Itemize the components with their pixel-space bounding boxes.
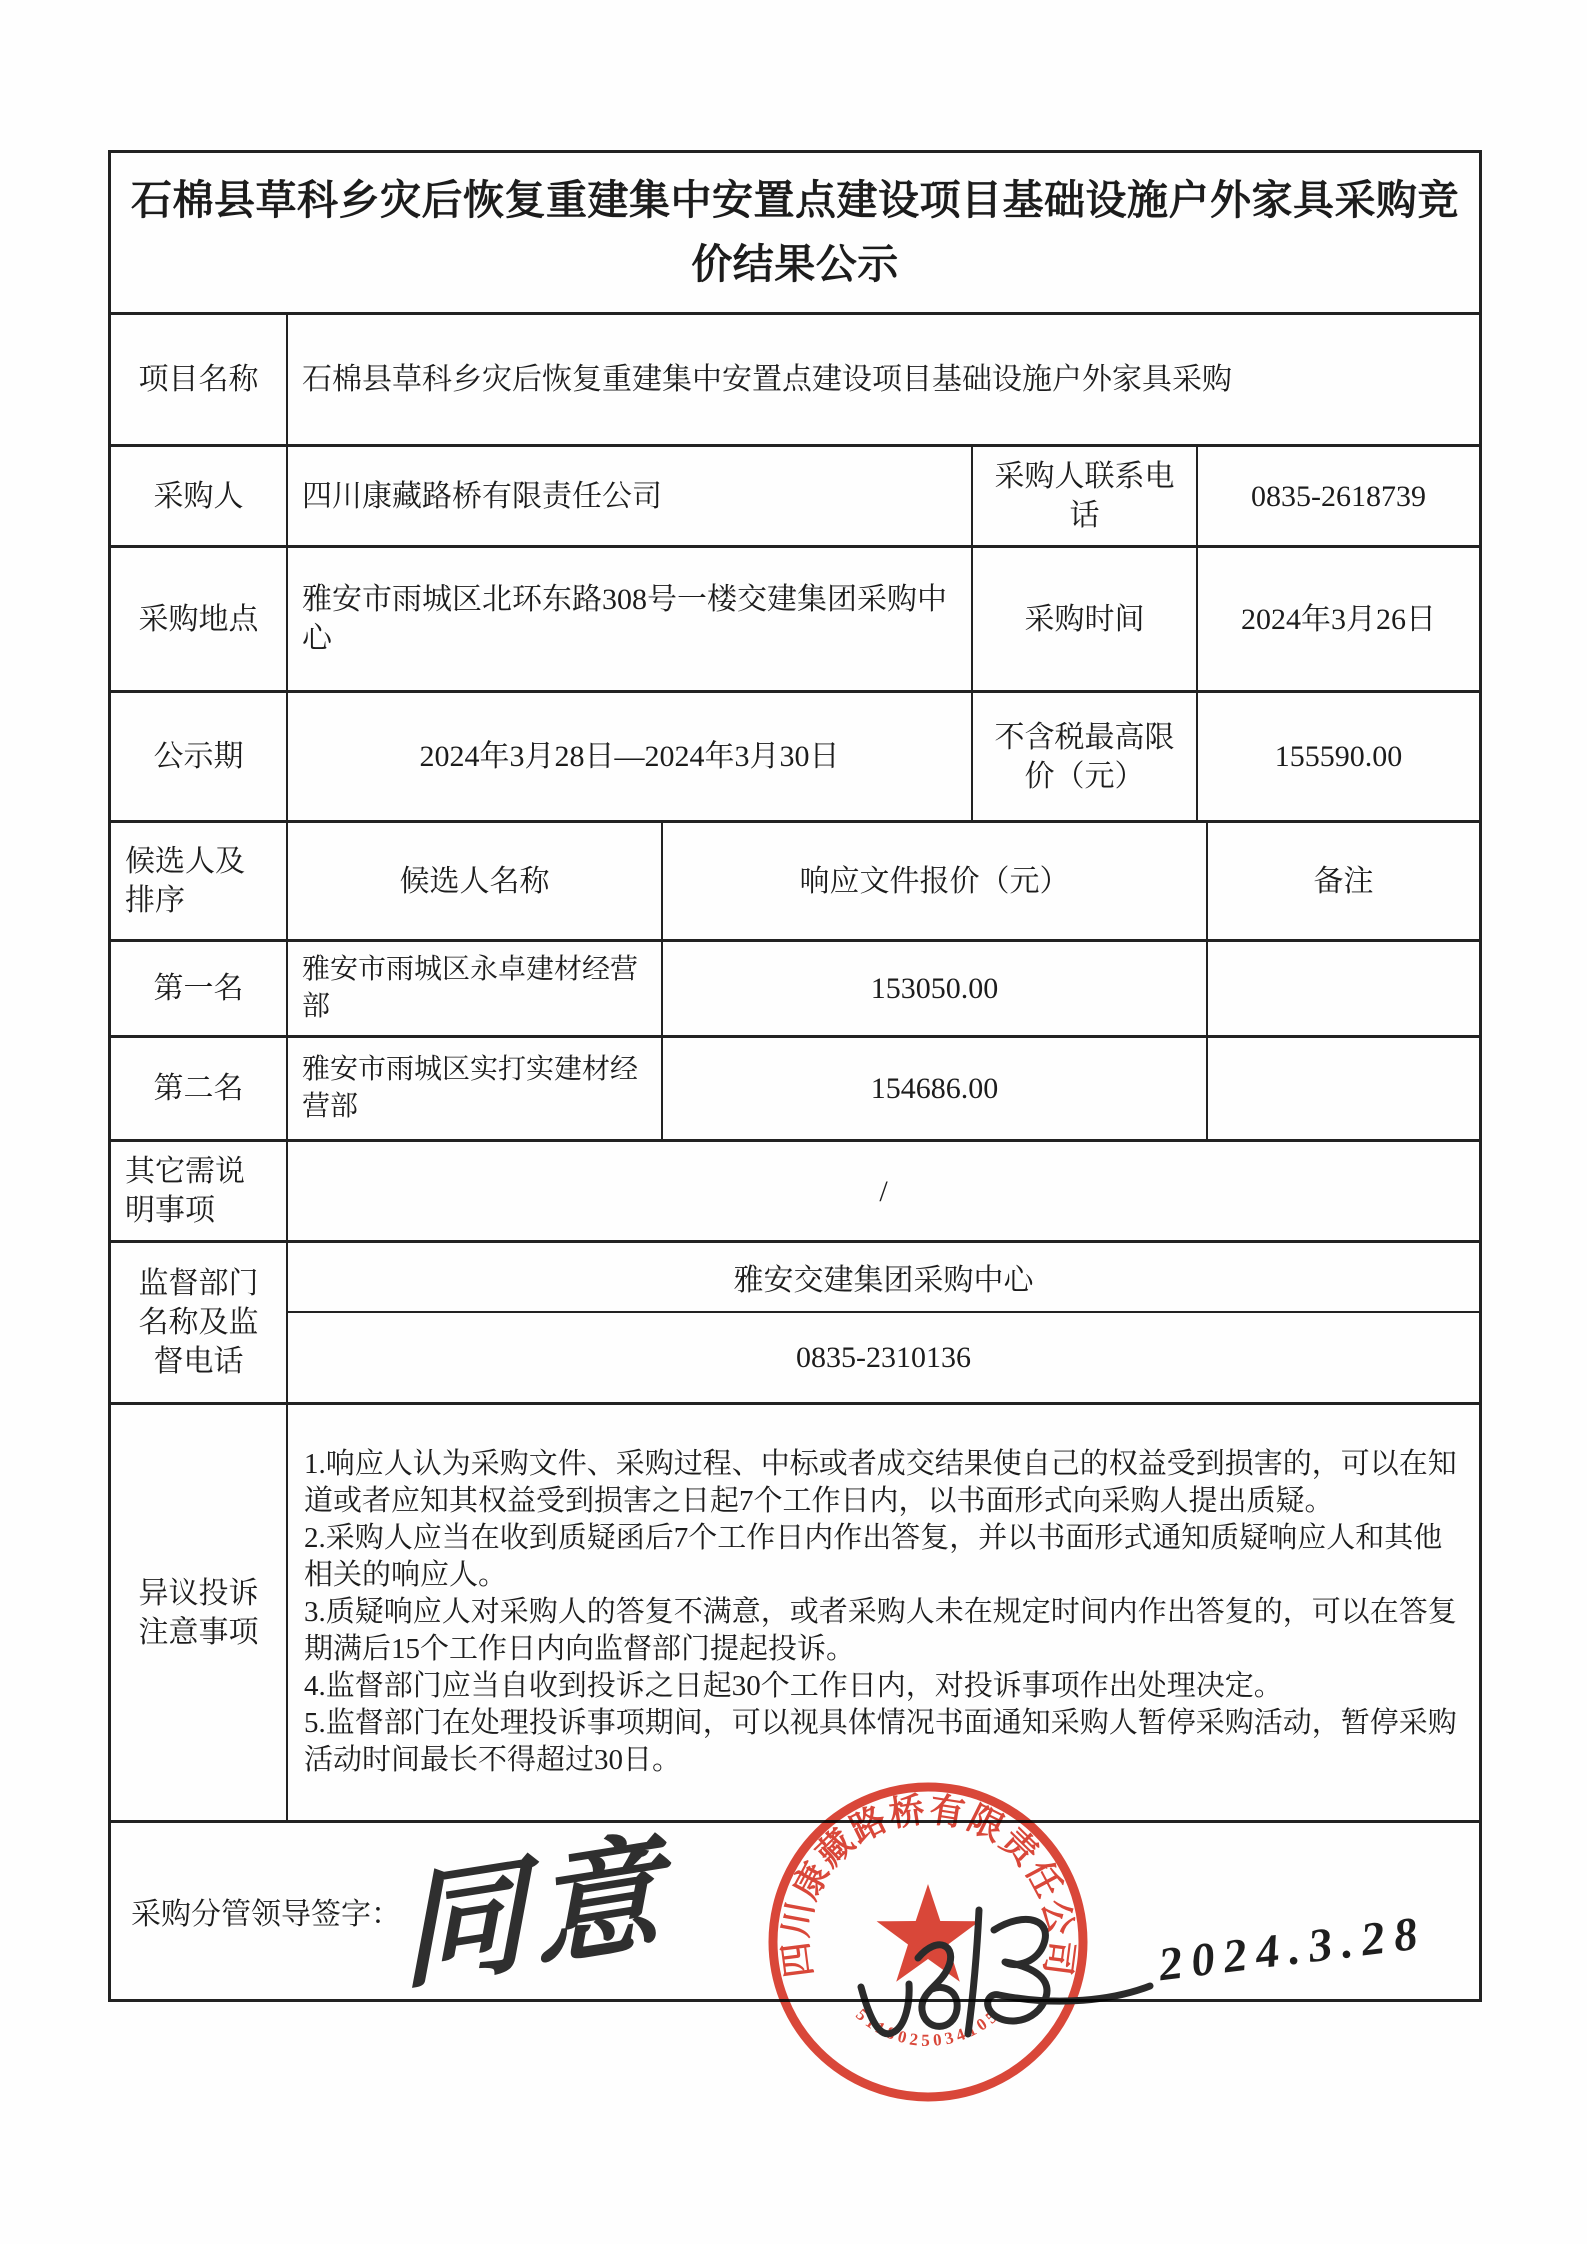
notice-item: 1.响应人认为采购文件、采购过程、中标或者成交结果使自己的权益受到损害的，可以在知道或者应知其权益受到损害之日起7个工作日内，以书面形式向采购人提出质疑。: [304, 1448, 1457, 1517]
seal-serial-number: 5118025034105: [852, 2004, 1004, 2050]
dispute-notice-row: [111, 1405, 1479, 1823]
handwritten-date: 2024.3.28: [1155, 1906, 1430, 1992]
candidate-row-1: [111, 942, 1479, 1038]
purchaser-label: 采购人: [111, 447, 288, 545]
purchaser-phone-value: 0835-2618739: [1251, 479, 1426, 513]
candidates-section-label: 候选人及排序: [111, 823, 288, 939]
other-notes-row: [111, 1142, 1479, 1243]
supervision-row: [111, 1243, 1479, 1405]
purchaser-value: 四川康藏路桥有限责任公司: [288, 447, 973, 545]
project-name-value: 石棉县草科乡灾后恢复重建集中安置点建设项目基础设施户外家具采购: [302, 363, 1232, 396]
project-name-label: 项目名称: [111, 315, 288, 444]
publicity-period-row: [111, 693, 1479, 823]
location-row: [111, 548, 1479, 693]
candidates-header-row: [111, 823, 1479, 942]
notice-item: 3.质疑响应人对采购人的答复不满意，或者采购人未在规定时间内作出答复的，可以在答复期满后15个工作日内向监督部门提起投诉。: [304, 1596, 1457, 1665]
signature-label: 采购分管领导签字：: [131, 1898, 401, 1931]
purchase-time-value: 2024年3月26日: [1241, 602, 1436, 636]
dispute-notice-label: 异议投诉注意事项: [111, 1405, 288, 1820]
supervision-department: 雅安交建集团采购中心: [288, 1243, 1479, 1313]
other-notes-label: 其它需说明事项: [111, 1142, 288, 1240]
candidate-price-header: 响应文件报价（元）: [663, 823, 1208, 939]
page-title: 石棉县草科乡灾后恢复重建集中安置点建设项目基础设施户外家具采购竞价结果公示: [131, 176, 1459, 287]
project-name-row: [111, 315, 1479, 447]
max-price-label: 不含税最高限价（元）: [973, 693, 1198, 820]
candidate-rank: 第二名: [111, 1038, 288, 1139]
bid-result-table: [108, 150, 1482, 2002]
max-price-value: 155590.00: [1274, 740, 1403, 773]
other-notes-value: /: [879, 1174, 888, 1208]
title-row: [111, 153, 1479, 315]
location-value: 雅安市雨城区北环东路308号一楼交建集团采购中心: [288, 548, 973, 690]
official-seal: [758, 1762, 1178, 2122]
notice-item: 5.监督部门在处理投诉事项期间，可以视具体情况书面通知采购人暂停采购活动，暂停采购活动时间最长不得超过30日。: [304, 1707, 1457, 1776]
candidate-price: 153050.00: [663, 942, 1208, 1035]
candidate-name: 雅安市雨城区永卓建材经营部: [288, 942, 663, 1035]
seal-graphic: [773, 1787, 1083, 2097]
candidate-price: 154686.00: [663, 1038, 1208, 1139]
purchaser-row: [111, 447, 1479, 548]
publicity-period-value: 2024年3月28日—2024年3月30日: [288, 693, 973, 820]
location-label: 采购地点: [111, 548, 288, 690]
candidate-name: 雅安市雨城区实打实建材经营部: [288, 1038, 663, 1139]
publicity-period-label: 公示期: [111, 693, 288, 820]
candidate-remark-header: 备注: [1313, 864, 1374, 898]
candidate-rank: 第一名: [111, 942, 288, 1035]
supervision-label: 监督部门名称及监督电话: [111, 1243, 288, 1402]
seal-star-icon: [877, 1884, 980, 1982]
candidate-row-2: [111, 1038, 1479, 1142]
supervision-phone: 0835-2310136: [796, 1340, 971, 1374]
handwritten-approval: 同意: [396, 1823, 673, 2006]
candidate-name-header: 候选人名称: [288, 823, 663, 939]
notice-item: 2.采购人应当在收到质疑函后7个工作日内作出答复，并以书面形式通知质疑响应人和其他相关的响应人。: [304, 1522, 1443, 1591]
supervision-values: [288, 1243, 1479, 1402]
purchase-time-label: 采购时间: [973, 548, 1198, 690]
notice-item: 4.监督部门应当自收到投诉之日起30个工作日内，对投诉事项作出处理决定。: [304, 1670, 1283, 1702]
seal-company-text: 四川康藏路桥有限责任公司: [775, 1789, 1081, 1980]
dispute-notice-text: [288, 1405, 1479, 1820]
candidate-remark-cell: [1208, 1038, 1479, 1139]
candidate-remark-cell: [1208, 942, 1479, 1035]
purchaser-phone-label: 采购人联系电话: [973, 447, 1198, 545]
